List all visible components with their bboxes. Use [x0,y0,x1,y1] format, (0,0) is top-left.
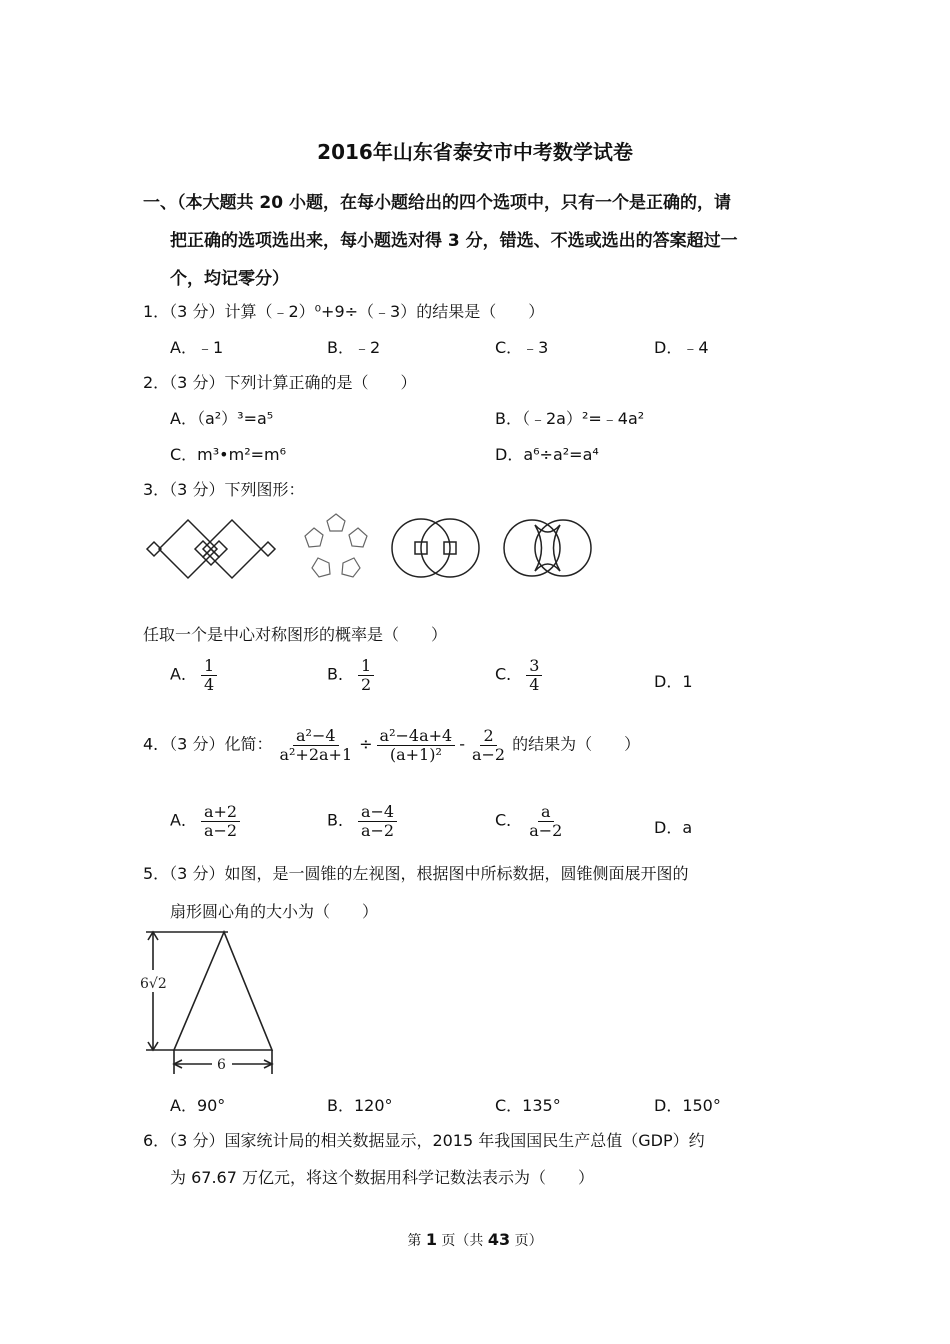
question-3-option-d: D．1 [654,672,693,691]
question-5-line2: 扇形圆心角的大小为（ ） [170,902,379,921]
option-a-label: A． [170,664,197,684]
question-6-line1: 6．（3 分）国家统计局的相关数据显示，2015 年我国国民生产总值（GDP）约 [143,1131,705,1150]
fraction [201,803,240,839]
fraction [358,803,397,839]
option-a-label: A． [170,810,197,830]
section-heading-line2: 把正确的选项选出来，每小题选对得 3 分，错选、不选或选出的答案超过一 [170,231,738,251]
question-4-stem [143,727,640,763]
question-2-option-c: C．m³•m²=m⁶ [170,445,287,464]
section-heading-line3: 个，均记零分） [170,269,289,289]
question-4-tail: 的结果为（ ） [512,734,641,754]
fraction-numerator: 3 [526,657,542,676]
fraction-numerator: 1 [201,657,217,676]
minus-sign: - [459,734,465,754]
fraction-denominator: a²+2a+1 [279,744,353,764]
footer-page-number: 1 [425,1230,437,1249]
fraction-1 [276,727,355,763]
question-3-question: 任取一个是中心对称图形的概率是（ ） [143,625,448,644]
figure-coins [390,515,482,581]
fraction-denominator: a−2 [529,820,563,840]
question-3-option-b [327,657,378,693]
question-5-line1: 5．（3 分）如图，是一圆锥的左视图，根据图中所标数据，圆锥侧面展开图的 [143,864,689,883]
fraction-numerator: a+2 [201,803,240,822]
fraction [526,803,565,839]
figure-five-pentagons [300,510,372,586]
question-4-prefix: 4．（3 分）化简： [143,734,273,754]
cone-height-label: 6√2 [140,976,167,992]
figure-diamond-chain [145,518,277,580]
fraction-denominator: 4 [529,674,540,694]
fraction-denominator: a−2 [203,820,238,840]
question-4-option-b [327,803,401,839]
figure-circle-arcs [500,515,595,581]
fraction-numerator: a²−4a+4 [377,727,456,746]
fraction-numerator: a²−4 [293,727,339,746]
question-2-option-a: A．（a²）³=a⁵ [170,409,274,428]
question-1-stem: 1．（3 分）计算（﹣2）⁰+9÷（﹣3）的结果是（ ） [143,302,545,321]
footer-suffix: 页） [510,1233,543,1249]
question-5-option-c: C．135° [495,1096,561,1115]
question-1-option-c: C．﹣3 [495,338,549,357]
question-5-option-b: B．120° [327,1096,393,1115]
section-heading-line1: 一、（本大题共 20 小题，在每小题给出的四个选项中，只有一个是正确的，请 [143,193,731,213]
question-1-option-b: B．﹣2 [327,338,381,357]
question-5-option-a: A．90° [170,1096,226,1115]
fraction [201,657,217,693]
option-c-label: C． [495,664,523,684]
fraction-numerator: 1 [358,657,374,676]
question-1-option-d: D．﹣4 [654,338,709,357]
page-title: 2016年山东省泰安市中考数学试卷 [317,140,633,164]
fraction-denominator: 4 [203,674,215,694]
fraction-numerator: a−4 [358,803,397,822]
fraction-denominator: a−2 [360,820,395,840]
question-4-option-d: D．a [654,818,693,837]
fraction [526,657,542,693]
divide-sign: ÷ [359,734,373,754]
fraction-numerator: a [538,803,554,822]
question-2-option-d: D．a⁶÷a²=a⁴ [495,445,599,464]
cone-base-label: 6 [217,1057,226,1073]
question-6-line2: 为 67.67 万亿元，将这个数据用科学记数法表示为（ ） [170,1168,594,1187]
option-b-label: B． [327,664,354,684]
question-2-stem: 2．（3 分）下列计算正确的是（ ） [143,373,417,392]
question-2-option-b: B．（﹣2a）²=﹣4a² [495,409,645,428]
question-5-option-d: D．150° [654,1096,721,1115]
fraction-denominator: (a+1)² [389,744,442,764]
footer-total-pages: 43 [487,1230,511,1249]
fraction-numerator: 2 [480,727,496,746]
fraction-3 [469,727,508,763]
fraction [358,657,374,693]
fraction-2 [377,727,456,763]
question-4-option-c [495,803,569,839]
question-3-stem: 3．（3 分）下列图形： [143,480,305,499]
question-1-option-a: A．﹣1 [170,338,224,357]
figure-cone-side-view [138,928,278,1078]
fraction-denominator: 2 [360,674,372,694]
footer-prefix: 第 [407,1233,426,1249]
question-3-option-c [495,657,546,693]
footer-middle: 页（共 [436,1233,488,1249]
option-b-label: B． [327,810,354,830]
option-c-label: C． [495,810,523,830]
fraction-denominator: a−2 [471,744,506,764]
question-4-option-a [170,803,244,839]
question-3-option-a [170,657,221,693]
page-footer [0,1230,950,1250]
